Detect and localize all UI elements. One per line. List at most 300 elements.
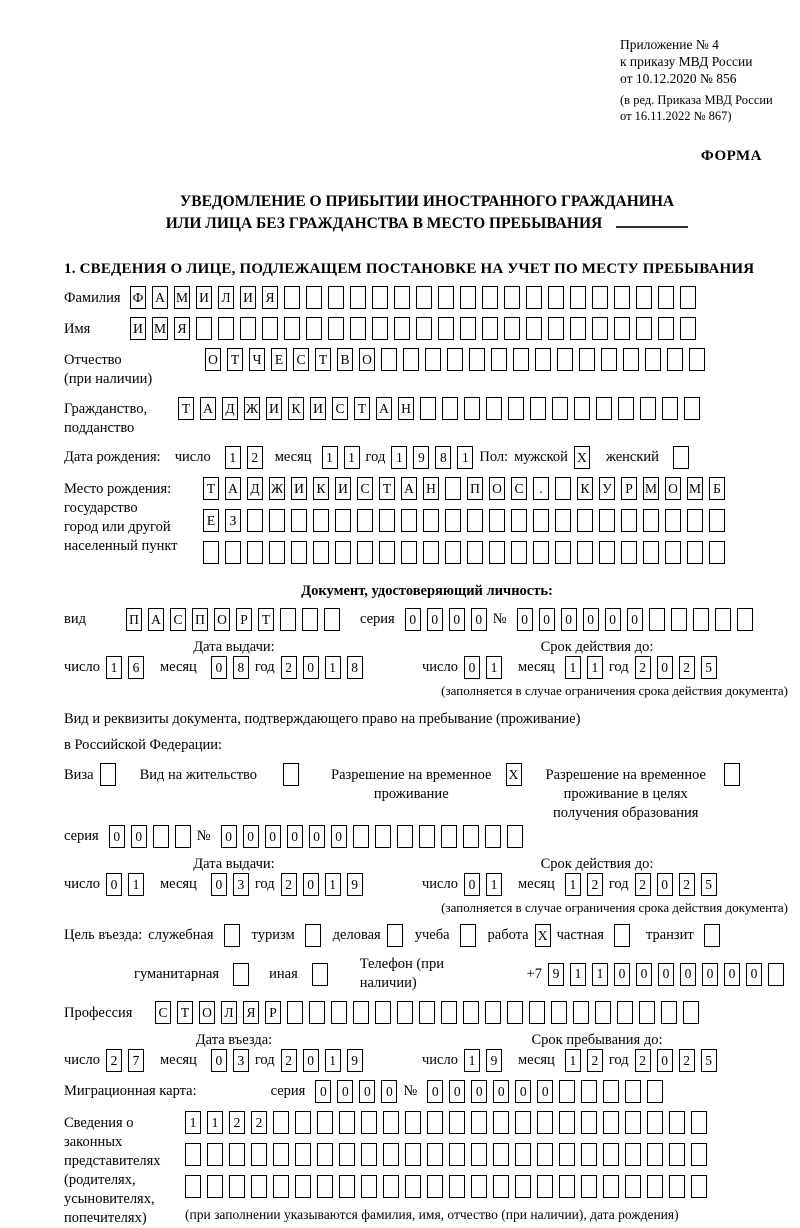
profession-cell[interactable]: Т: [177, 1001, 193, 1024]
citizenship-cell[interactable]: [442, 397, 458, 420]
profession-cell[interactable]: [529, 1001, 545, 1024]
representatives-cell[interactable]: [273, 1111, 289, 1134]
citizenship-cell[interactable]: Ж: [244, 397, 260, 420]
lastname-cell[interactable]: [658, 286, 674, 309]
birthplace-cell[interactable]: [445, 477, 461, 500]
birthplace-cell[interactable]: [423, 541, 439, 564]
entry-month-cell[interactable]: 0: [211, 1049, 227, 1072]
entry-year-cell[interactable]: 9: [347, 1049, 363, 1072]
firstname-cell[interactable]: М: [152, 317, 168, 340]
profession-cell[interactable]: [309, 1001, 325, 1024]
firstname-cell[interactable]: [416, 317, 432, 340]
iddoc-issue-day-cell[interactable]: 1: [106, 656, 122, 679]
birthplace-cell[interactable]: [445, 541, 461, 564]
birthplace-cell[interactable]: [511, 509, 527, 532]
iddoc-number-cell[interactable]: [649, 608, 665, 631]
lastname-cell[interactable]: [636, 286, 652, 309]
citizenship-cell[interactable]: [486, 397, 502, 420]
stay-month-cell[interactable]: 1: [565, 1049, 581, 1072]
patronymic-cell[interactable]: [425, 348, 441, 371]
resdoc-number-cell[interactable]: 0: [221, 825, 237, 848]
birthplace-cell[interactable]: [401, 541, 417, 564]
profession-cell[interactable]: Л: [221, 1001, 237, 1024]
firstname-cell[interactable]: [328, 317, 344, 340]
migration-series-cell[interactable]: 0: [337, 1080, 353, 1103]
representatives-cell[interactable]: [273, 1175, 289, 1198]
citizenship-cell[interactable]: [530, 397, 546, 420]
phone-cell[interactable]: 0: [702, 963, 718, 986]
birthplace-cell[interactable]: З: [225, 509, 241, 532]
birthplace-cell[interactable]: [379, 509, 395, 532]
iddoc-type-cell[interactable]: [302, 608, 318, 631]
lastname-cell[interactable]: Я: [262, 286, 278, 309]
migration-number-cell[interactable]: [625, 1080, 641, 1103]
lastname-cell[interactable]: [438, 286, 454, 309]
purpose-private-checkbox[interactable]: [614, 924, 630, 947]
birthplace-cell[interactable]: [313, 509, 329, 532]
resdoc-until-year-cell[interactable]: 2: [679, 873, 695, 896]
representatives-cell[interactable]: [405, 1111, 421, 1134]
resdoc-number-cell[interactable]: 0: [309, 825, 325, 848]
lastname-cell[interactable]: [680, 286, 696, 309]
iddoc-until-year-cell[interactable]: 5: [701, 656, 717, 679]
iddoc-until-month-cell[interactable]: 1: [587, 656, 603, 679]
phone-cell[interactable]: [768, 963, 784, 986]
iddoc-type-cell[interactable]: П: [192, 608, 208, 631]
citizenship-cell[interactable]: Н: [398, 397, 414, 420]
resdoc-number-cell[interactable]: [397, 825, 413, 848]
phone-cell[interactable]: 0: [724, 963, 740, 986]
iddoc-until-day-cell[interactable]: 0: [464, 656, 480, 679]
representatives-cell[interactable]: [383, 1175, 399, 1198]
birthplace-cell[interactable]: О: [665, 477, 681, 500]
visa-checkbox[interactable]: [100, 763, 116, 786]
birthplace-cell[interactable]: [577, 541, 593, 564]
purpose-work-checkbox[interactable]: X: [535, 924, 551, 947]
resdoc-number-cell[interactable]: 0: [265, 825, 281, 848]
birthplace-cell[interactable]: [599, 509, 615, 532]
representatives-cell[interactable]: [427, 1111, 443, 1134]
birthplace-cell[interactable]: К: [577, 477, 593, 500]
representatives-cell[interactable]: [581, 1111, 597, 1134]
resdoc-number-cell[interactable]: 0: [243, 825, 259, 848]
resdoc-number-cell[interactable]: 0: [287, 825, 303, 848]
birth-month-cell[interactable]: 1: [322, 446, 338, 469]
birthplace-cell[interactable]: [445, 509, 461, 532]
patronymic-cell[interactable]: [447, 348, 463, 371]
birth-day-cell[interactable]: 2: [247, 446, 263, 469]
patronymic-cell[interactable]: [667, 348, 683, 371]
iddoc-until-year-cell[interactable]: 2: [679, 656, 695, 679]
representatives-cell[interactable]: 2: [251, 1111, 267, 1134]
birthplace-cell[interactable]: [269, 509, 285, 532]
iddoc-type-cell[interactable]: С: [170, 608, 186, 631]
patronymic-cell[interactable]: Т: [227, 348, 243, 371]
phone-cell[interactable]: 1: [592, 963, 608, 986]
citizenship-cell[interactable]: [618, 397, 634, 420]
citizenship-cell[interactable]: [596, 397, 612, 420]
stay-day-cell[interactable]: 9: [486, 1049, 502, 1072]
profession-cell[interactable]: [463, 1001, 479, 1024]
resdoc-issue-month-cell[interactable]: 3: [233, 873, 249, 896]
profession-cell[interactable]: С: [155, 1001, 171, 1024]
rvp-education-checkbox[interactable]: [724, 763, 740, 786]
birthplace-cell[interactable]: А: [401, 477, 417, 500]
rvp-checkbox[interactable]: X: [506, 763, 522, 786]
representatives-cell[interactable]: [339, 1111, 355, 1134]
profession-cell[interactable]: Я: [243, 1001, 259, 1024]
birthplace-cell[interactable]: [621, 509, 637, 532]
phone-cell[interactable]: 0: [658, 963, 674, 986]
birth-year-cell[interactable]: 9: [413, 446, 429, 469]
birthplace-cell[interactable]: [687, 541, 703, 564]
patronymic-cell[interactable]: [381, 348, 397, 371]
patronymic-cell[interactable]: Е: [271, 348, 287, 371]
birthplace-cell[interactable]: [313, 541, 329, 564]
iddoc-until-year-cell[interactable]: 0: [657, 656, 673, 679]
patronymic-cell[interactable]: Ч: [249, 348, 265, 371]
stay-year-cell[interactable]: 0: [657, 1049, 673, 1072]
resdoc-number-cell[interactable]: [375, 825, 391, 848]
lastname-cell[interactable]: И: [196, 286, 212, 309]
lastname-cell[interactable]: И: [240, 286, 256, 309]
representatives-cell[interactable]: [647, 1175, 663, 1198]
representatives-cell[interactable]: [691, 1111, 707, 1134]
representatives-cell[interactable]: 2: [229, 1111, 245, 1134]
birthplace-cell[interactable]: О: [489, 477, 505, 500]
residence-permit-checkbox[interactable]: [283, 763, 299, 786]
birthplace-cell[interactable]: М: [687, 477, 703, 500]
representatives-cell[interactable]: [669, 1111, 685, 1134]
migration-number-cell[interactable]: [603, 1080, 619, 1103]
iddoc-issue-month-cell[interactable]: 8: [233, 656, 249, 679]
birthplace-cell[interactable]: [225, 541, 241, 564]
birthplace-cell[interactable]: [599, 541, 615, 564]
patronymic-cell[interactable]: [535, 348, 551, 371]
lastname-cell[interactable]: [328, 286, 344, 309]
lastname-cell[interactable]: [372, 286, 388, 309]
stay-year-cell[interactable]: 2: [635, 1049, 651, 1072]
iddoc-series-cell[interactable]: 0: [427, 608, 443, 631]
representatives-cell[interactable]: [537, 1175, 553, 1198]
profession-cell[interactable]: [419, 1001, 435, 1024]
patronymic-cell[interactable]: [645, 348, 661, 371]
birthplace-cell[interactable]: [709, 541, 725, 564]
birthplace-cell[interactable]: [687, 509, 703, 532]
lastname-cell[interactable]: Ф: [130, 286, 146, 309]
resdoc-until-month-cell[interactable]: 2: [587, 873, 603, 896]
stay-year-cell[interactable]: 2: [679, 1049, 695, 1072]
citizenship-cell[interactable]: [662, 397, 678, 420]
resdoc-until-year-cell[interactable]: 5: [701, 873, 717, 896]
citizenship-cell[interactable]: С: [332, 397, 348, 420]
purpose-transit-checkbox[interactable]: [704, 924, 720, 947]
patronymic-cell[interactable]: В: [337, 348, 353, 371]
migration-series-cell[interactable]: 0: [359, 1080, 375, 1103]
male-checkbox[interactable]: X: [574, 446, 590, 469]
birthplace-cell[interactable]: [335, 509, 351, 532]
birthplace-cell[interactable]: [247, 541, 263, 564]
birth-year-cell[interactable]: 8: [435, 446, 451, 469]
lastname-cell[interactable]: [592, 286, 608, 309]
resdoc-issue-month-cell[interactable]: 0: [211, 873, 227, 896]
phone-cell[interactable]: 9: [548, 963, 564, 986]
firstname-cell[interactable]: [218, 317, 234, 340]
lastname-cell[interactable]: [394, 286, 410, 309]
firstname-cell[interactable]: [394, 317, 410, 340]
birthplace-cell[interactable]: [555, 541, 571, 564]
birthplace-cell[interactable]: П: [467, 477, 483, 500]
stay-month-cell[interactable]: 2: [587, 1049, 603, 1072]
birthplace-cell[interactable]: [423, 509, 439, 532]
firstname-cell[interactable]: [614, 317, 630, 340]
representatives-cell[interactable]: [625, 1175, 641, 1198]
representatives-cell[interactable]: [295, 1175, 311, 1198]
patronymic-cell[interactable]: О: [359, 348, 375, 371]
profession-cell[interactable]: [683, 1001, 699, 1024]
iddoc-issue-day-cell[interactable]: 6: [128, 656, 144, 679]
iddoc-issue-year-cell[interactable]: 1: [325, 656, 341, 679]
firstname-cell[interactable]: [284, 317, 300, 340]
birthplace-cell[interactable]: [555, 477, 571, 500]
representatives-cell[interactable]: [361, 1111, 377, 1134]
firstname-cell[interactable]: [306, 317, 322, 340]
phone-cell[interactable]: 0: [614, 963, 630, 986]
birthplace-cell[interactable]: [665, 509, 681, 532]
iddoc-issue-month-cell[interactable]: 0: [211, 656, 227, 679]
representatives-cell[interactable]: [515, 1111, 531, 1134]
resdoc-until-day-cell[interactable]: 1: [486, 873, 502, 896]
migration-number-cell[interactable]: 0: [449, 1080, 465, 1103]
representatives-cell[interactable]: [493, 1175, 509, 1198]
representatives-cell[interactable]: [427, 1175, 443, 1198]
profession-cell[interactable]: [397, 1001, 413, 1024]
patronymic-cell[interactable]: [601, 348, 617, 371]
firstname-cell[interactable]: [570, 317, 586, 340]
firstname-cell[interactable]: [372, 317, 388, 340]
patronymic-cell[interactable]: [557, 348, 573, 371]
representatives-cell[interactable]: [691, 1175, 707, 1198]
patronymic-cell[interactable]: [491, 348, 507, 371]
birthplace-cell[interactable]: [533, 509, 549, 532]
representatives-cell[interactable]: [471, 1175, 487, 1198]
firstname-cell[interactable]: [482, 317, 498, 340]
migration-series-cell[interactable]: 0: [315, 1080, 331, 1103]
iddoc-series-cell[interactable]: 0: [405, 608, 421, 631]
iddoc-type-cell[interactable]: Р: [236, 608, 252, 631]
iddoc-issue-year-cell[interactable]: 8: [347, 656, 363, 679]
iddoc-issue-year-cell[interactable]: 0: [303, 656, 319, 679]
representatives-cell[interactable]: [383, 1111, 399, 1134]
lastname-cell[interactable]: [526, 286, 542, 309]
resdoc-number-cell[interactable]: [507, 825, 523, 848]
firstname-cell[interactable]: [262, 317, 278, 340]
patronymic-cell[interactable]: [623, 348, 639, 371]
profession-cell[interactable]: О: [199, 1001, 215, 1024]
iddoc-number-cell[interactable]: [737, 608, 753, 631]
patronymic-cell[interactable]: [469, 348, 485, 371]
resdoc-series-cell[interactable]: 0: [131, 825, 147, 848]
purpose-other-checkbox[interactable]: [312, 963, 328, 986]
lastname-cell[interactable]: [548, 286, 564, 309]
firstname-cell[interactable]: И: [130, 317, 146, 340]
migration-number-cell[interactable]: 0: [537, 1080, 553, 1103]
birth-month-cell[interactable]: 1: [344, 446, 360, 469]
citizenship-cell[interactable]: Т: [178, 397, 194, 420]
profession-cell[interactable]: [573, 1001, 589, 1024]
representatives-cell[interactable]: [317, 1111, 333, 1134]
migration-number-cell[interactable]: 0: [493, 1080, 509, 1103]
lastname-cell[interactable]: [482, 286, 498, 309]
entry-day-cell[interactable]: 7: [128, 1049, 144, 1072]
birthplace-cell[interactable]: [643, 541, 659, 564]
lastname-cell[interactable]: [284, 286, 300, 309]
representatives-cell[interactable]: [449, 1175, 465, 1198]
birthplace-cell[interactable]: С: [357, 477, 373, 500]
birthplace-cell[interactable]: [665, 541, 681, 564]
migration-number-cell[interactable]: 0: [515, 1080, 531, 1103]
iddoc-series-cell[interactable]: 0: [449, 608, 465, 631]
iddoc-number-cell[interactable]: [715, 608, 731, 631]
profession-cell[interactable]: [661, 1001, 677, 1024]
phone-cell[interactable]: 0: [680, 963, 696, 986]
firstname-cell[interactable]: [350, 317, 366, 340]
profession-cell[interactable]: [375, 1001, 391, 1024]
phone-cell[interactable]: 0: [636, 963, 652, 986]
firstname-cell[interactable]: [460, 317, 476, 340]
birthplace-cell[interactable]: Н: [423, 477, 439, 500]
lastname-cell[interactable]: [504, 286, 520, 309]
iddoc-number-cell[interactable]: 0: [539, 608, 555, 631]
birthplace-cell[interactable]: [533, 541, 549, 564]
representatives-cell[interactable]: [493, 1111, 509, 1134]
representatives-cell[interactable]: [339, 1175, 355, 1198]
patronymic-cell[interactable]: [579, 348, 595, 371]
firstname-cell[interactable]: [240, 317, 256, 340]
citizenship-cell[interactable]: А: [200, 397, 216, 420]
birthplace-cell[interactable]: Ж: [269, 477, 285, 500]
iddoc-type-cell[interactable]: П: [126, 608, 142, 631]
profession-cell[interactable]: [551, 1001, 567, 1024]
birthplace-cell[interactable]: [291, 509, 307, 532]
birthplace-cell[interactable]: [291, 541, 307, 564]
entry-year-cell[interactable]: 2: [281, 1049, 297, 1072]
birthplace-cell[interactable]: И: [291, 477, 307, 500]
patronymic-cell[interactable]: О: [205, 348, 221, 371]
representatives-cell[interactable]: 1: [207, 1111, 223, 1134]
representatives-cell[interactable]: [405, 1175, 421, 1198]
lastname-cell[interactable]: Л: [218, 286, 234, 309]
citizenship-cell[interactable]: К: [288, 397, 304, 420]
representatives-cell[interactable]: [625, 1111, 641, 1134]
birthplace-cell[interactable]: .: [533, 477, 549, 500]
birthplace-cell[interactable]: [709, 509, 725, 532]
citizenship-cell[interactable]: [552, 397, 568, 420]
birth-day-cell[interactable]: 1: [225, 446, 241, 469]
birthplace-cell[interactable]: [269, 541, 285, 564]
iddoc-number-cell[interactable]: 0: [561, 608, 577, 631]
entry-year-cell[interactable]: 1: [325, 1049, 341, 1072]
birthplace-cell[interactable]: [643, 509, 659, 532]
purpose-tourism-checkbox[interactable]: [305, 924, 321, 947]
iddoc-series-cell[interactable]: 0: [471, 608, 487, 631]
profession-cell[interactable]: [595, 1001, 611, 1024]
birthplace-cell[interactable]: [379, 541, 395, 564]
lastname-cell[interactable]: М: [174, 286, 190, 309]
migration-number-cell[interactable]: [559, 1080, 575, 1103]
citizenship-cell[interactable]: Т: [354, 397, 370, 420]
profession-cell[interactable]: [287, 1001, 303, 1024]
citizenship-cell[interactable]: [640, 397, 656, 420]
resdoc-series-cell[interactable]: [153, 825, 169, 848]
resdoc-number-cell[interactable]: [441, 825, 457, 848]
purpose-humanitarian-checkbox[interactable]: [233, 963, 249, 986]
resdoc-issue-day-cell[interactable]: 1: [128, 873, 144, 896]
firstname-cell[interactable]: [680, 317, 696, 340]
iddoc-number-cell[interactable]: 0: [517, 608, 533, 631]
resdoc-until-year-cell[interactable]: 2: [635, 873, 651, 896]
citizenship-cell[interactable]: И: [310, 397, 326, 420]
lastname-cell[interactable]: [306, 286, 322, 309]
migration-number-cell[interactable]: 0: [427, 1080, 443, 1103]
birthplace-cell[interactable]: Р: [621, 477, 637, 500]
birthplace-cell[interactable]: К: [313, 477, 329, 500]
lastname-cell[interactable]: [614, 286, 630, 309]
profession-cell[interactable]: [617, 1001, 633, 1024]
iddoc-number-cell[interactable]: 0: [627, 608, 643, 631]
iddoc-issue-year-cell[interactable]: 2: [281, 656, 297, 679]
iddoc-until-day-cell[interactable]: 1: [486, 656, 502, 679]
iddoc-number-cell[interactable]: 0: [583, 608, 599, 631]
purpose-business-checkbox[interactable]: [387, 924, 403, 947]
resdoc-number-cell[interactable]: [463, 825, 479, 848]
profession-cell[interactable]: [353, 1001, 369, 1024]
firstname-cell[interactable]: [438, 317, 454, 340]
birthplace-cell[interactable]: [357, 541, 373, 564]
firstname-cell[interactable]: [636, 317, 652, 340]
birthplace-cell[interactable]: С: [511, 477, 527, 500]
representatives-cell[interactable]: [317, 1175, 333, 1198]
representatives-cell[interactable]: [603, 1175, 619, 1198]
birthplace-cell[interactable]: Т: [203, 477, 219, 500]
birth-year-cell[interactable]: 1: [457, 446, 473, 469]
firstname-cell[interactable]: [658, 317, 674, 340]
birthplace-cell[interactable]: [203, 541, 219, 564]
profession-cell[interactable]: [507, 1001, 523, 1024]
birthplace-cell[interactable]: [621, 541, 637, 564]
iddoc-number-cell[interactable]: 0: [605, 608, 621, 631]
resdoc-number-cell[interactable]: [353, 825, 369, 848]
patronymic-cell[interactable]: Т: [315, 348, 331, 371]
resdoc-issue-year-cell[interactable]: 0: [303, 873, 319, 896]
birthplace-cell[interactable]: [335, 541, 351, 564]
migration-number-cell[interactable]: [581, 1080, 597, 1103]
purpose-official-checkbox[interactable]: [224, 924, 240, 947]
firstname-cell[interactable]: [196, 317, 212, 340]
citizenship-cell[interactable]: Д: [222, 397, 238, 420]
profession-cell[interactable]: Р: [265, 1001, 281, 1024]
stay-day-cell[interactable]: 1: [464, 1049, 480, 1072]
representatives-cell[interactable]: [559, 1111, 575, 1134]
lastname-cell[interactable]: [570, 286, 586, 309]
birthplace-cell[interactable]: Б: [709, 477, 725, 500]
firstname-cell[interactable]: [526, 317, 542, 340]
iddoc-type-cell[interactable]: А: [148, 608, 164, 631]
representatives-cell[interactable]: [229, 1175, 245, 1198]
birthplace-cell[interactable]: [489, 509, 505, 532]
citizenship-cell[interactable]: [420, 397, 436, 420]
representatives-cell[interactable]: [207, 1175, 223, 1198]
